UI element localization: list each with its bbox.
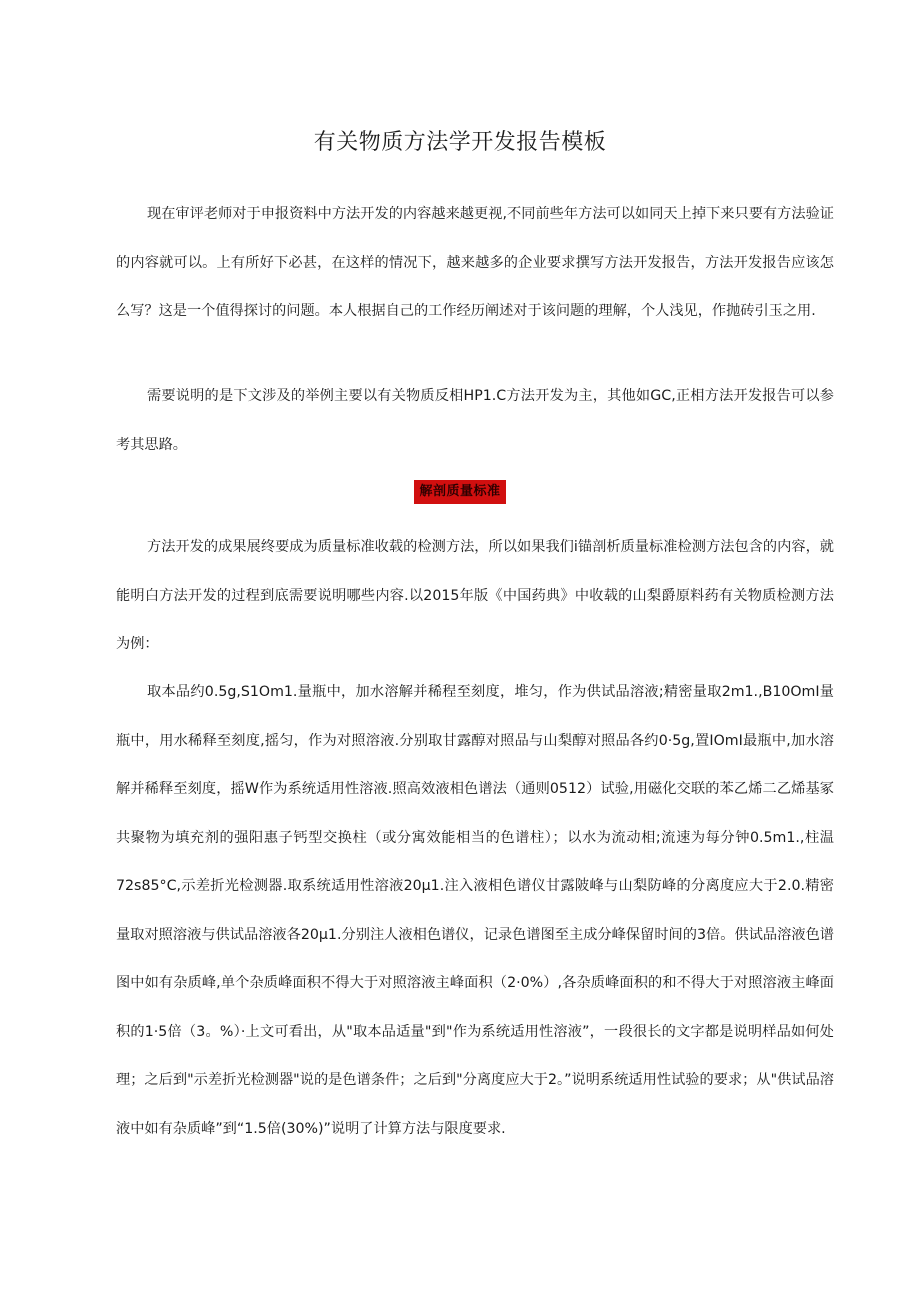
scope-paragraph: 需要说明的是下文涉及的举例主要以有关物质反相HP1.C方法开发为主，其他如GC,正相方法开发报告可以参考其思路。 (116, 388, 834, 453)
document-title: 有关物质方法学开发报告模板 (313, 130, 607, 155)
intro-paragraph: 现在审评老师对于申报资料中方法开发的内容越来越更视,不同前些年方法可以如同天上掉下来只要有方法验证的内容就可以。上有所好下必甚，在这样的情况下，越来越多的企业要求撰写方法开发报告，方法开发报告应该怎么写？这是一个值得探讨的问题。本人根据自己的工作经历阐述对于该问题的理解，个人浅见，作抛砖引玉之用. (116, 206, 834, 319)
section-heading-container (0, 480, 920, 504)
section-heading: 解剖质量标准 (414, 480, 505, 504)
example-paragraph: 取本品约0.5g,S1Om1.量瓶中，加水溶解并稀程至刻度，堆匀，作为供试品溶液;精密量取2m1.,B10OmI量瓶中，用水稀释至刻度,摇匀，作为对照溶液.分别取甘露醇对照品与山梨醇对照品各约0·5g,置IOmI最瓶中,加水溶解并稀释至刻度，摇W作为系统适用性溶液.照高效液相色谱法（通则0512）试验,用磁化交联的苯乙烯二乙烯基冢共聚物为填充剂的强阳惠子钙型交换柱（或分寓效能相当的色谱柱）；以水为流动相;流速为每分钟0.5m1.,柱温72s85°C,示差折光检测器.取系统适用性溶液20μ1.注入液相色谱仪甘露陂峰与山梨防峰的分离度应大于2.0.精密量取对照溶液与供试品溶液各20μ1.分别注人液相色谱仪，记录色谱图至主成分峰保留时间的3倍。供试品溶液色谱图中如有杂质峰,单个杂质峰面积不得大于对照溶液主峰面积（2·0%）,各杂质峰面积的和不得大于对照溶液主峰面积的1·5倍（3。%）·上文可看出，从"取本品适量"到"作为系统适用性溶液”，一段很长的文字都是说明样品如何处理；之后到"示差折光检测器"说的是色谱条件；之后到"分离度应大于2。”说明系统适用性试验的要求；从"供试品溶液中如有杂质峰”到“1.5倍(30%)”说明了计算方法与限度要求. (116, 684, 834, 1137)
section-intro-paragraph: 方法开发的成果展终要成为质量标准收载的检测方法，所以如果我们i锚剖析质量标准检测方法包含的内容，就能明白方法开发的过程到底需要说明哪些内容.以2015年版《中国药典》中收载的山梨爵原料药有关物质检测方法为例： (116, 539, 834, 652)
